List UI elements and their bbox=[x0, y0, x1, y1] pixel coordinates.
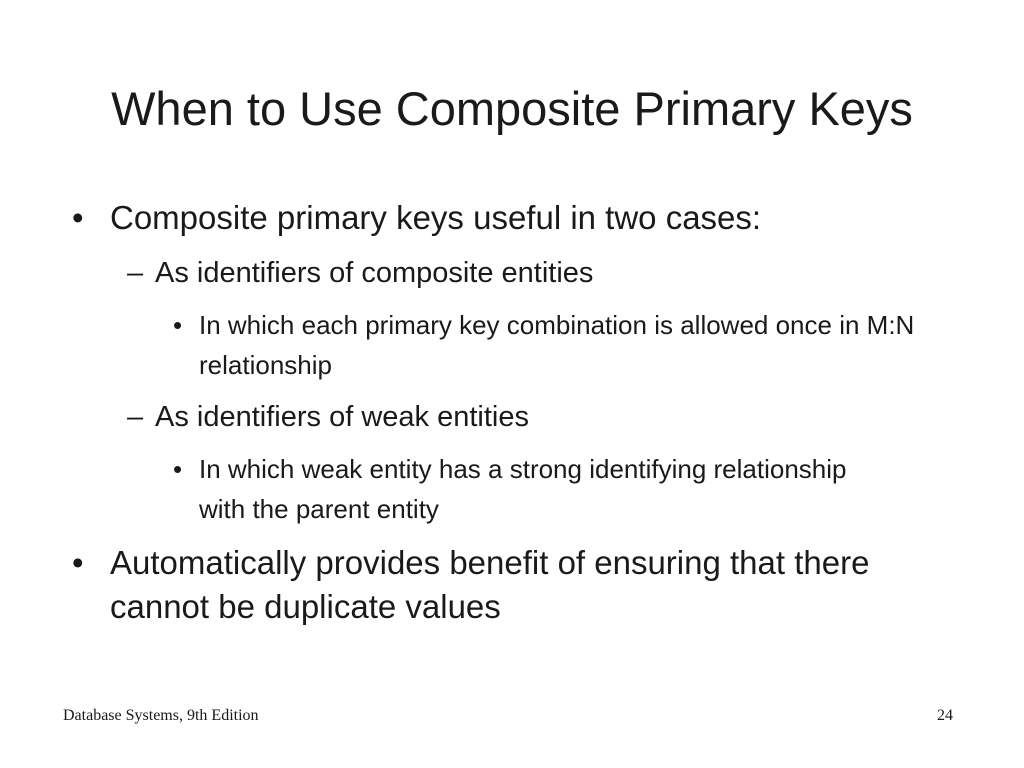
bullet-marker: • bbox=[72, 544, 84, 581]
bullet-level3 bbox=[173, 449, 899, 529]
bullet-text: As identifiers of composite entities bbox=[155, 257, 594, 289]
dash-marker: – bbox=[127, 257, 144, 289]
bullet-level2 bbox=[127, 254, 975, 292]
bullet-marker: • bbox=[173, 310, 183, 340]
bullet-text: Automatically provides benefit of ensuring that there cannot be duplicate values bbox=[110, 544, 870, 625]
bullet-text: In which each primary key combination is allowed once in M:N relationship bbox=[199, 310, 915, 380]
dash-marker: – bbox=[127, 401, 144, 433]
slide-title: When to Use Composite Primary Keys bbox=[111, 82, 913, 135]
bullet-level1 bbox=[72, 541, 960, 629]
footer-book-title: Database Systems, 9th Edition bbox=[63, 707, 259, 724]
bullet-marker: • bbox=[72, 199, 84, 236]
bullet-level2 bbox=[127, 398, 975, 436]
bullet-level3 bbox=[173, 305, 959, 385]
page-number: 24 bbox=[937, 707, 953, 724]
bullet-text: Composite primary keys useful in two cases: bbox=[110, 199, 762, 236]
bullet-marker: • bbox=[173, 454, 183, 484]
bullet-text: As identifiers of weak entities bbox=[155, 401, 529, 433]
bullet-level1 bbox=[72, 196, 970, 240]
bullet-text: In which weak entity has a strong identifying relationship with the parent entity bbox=[199, 454, 847, 524]
